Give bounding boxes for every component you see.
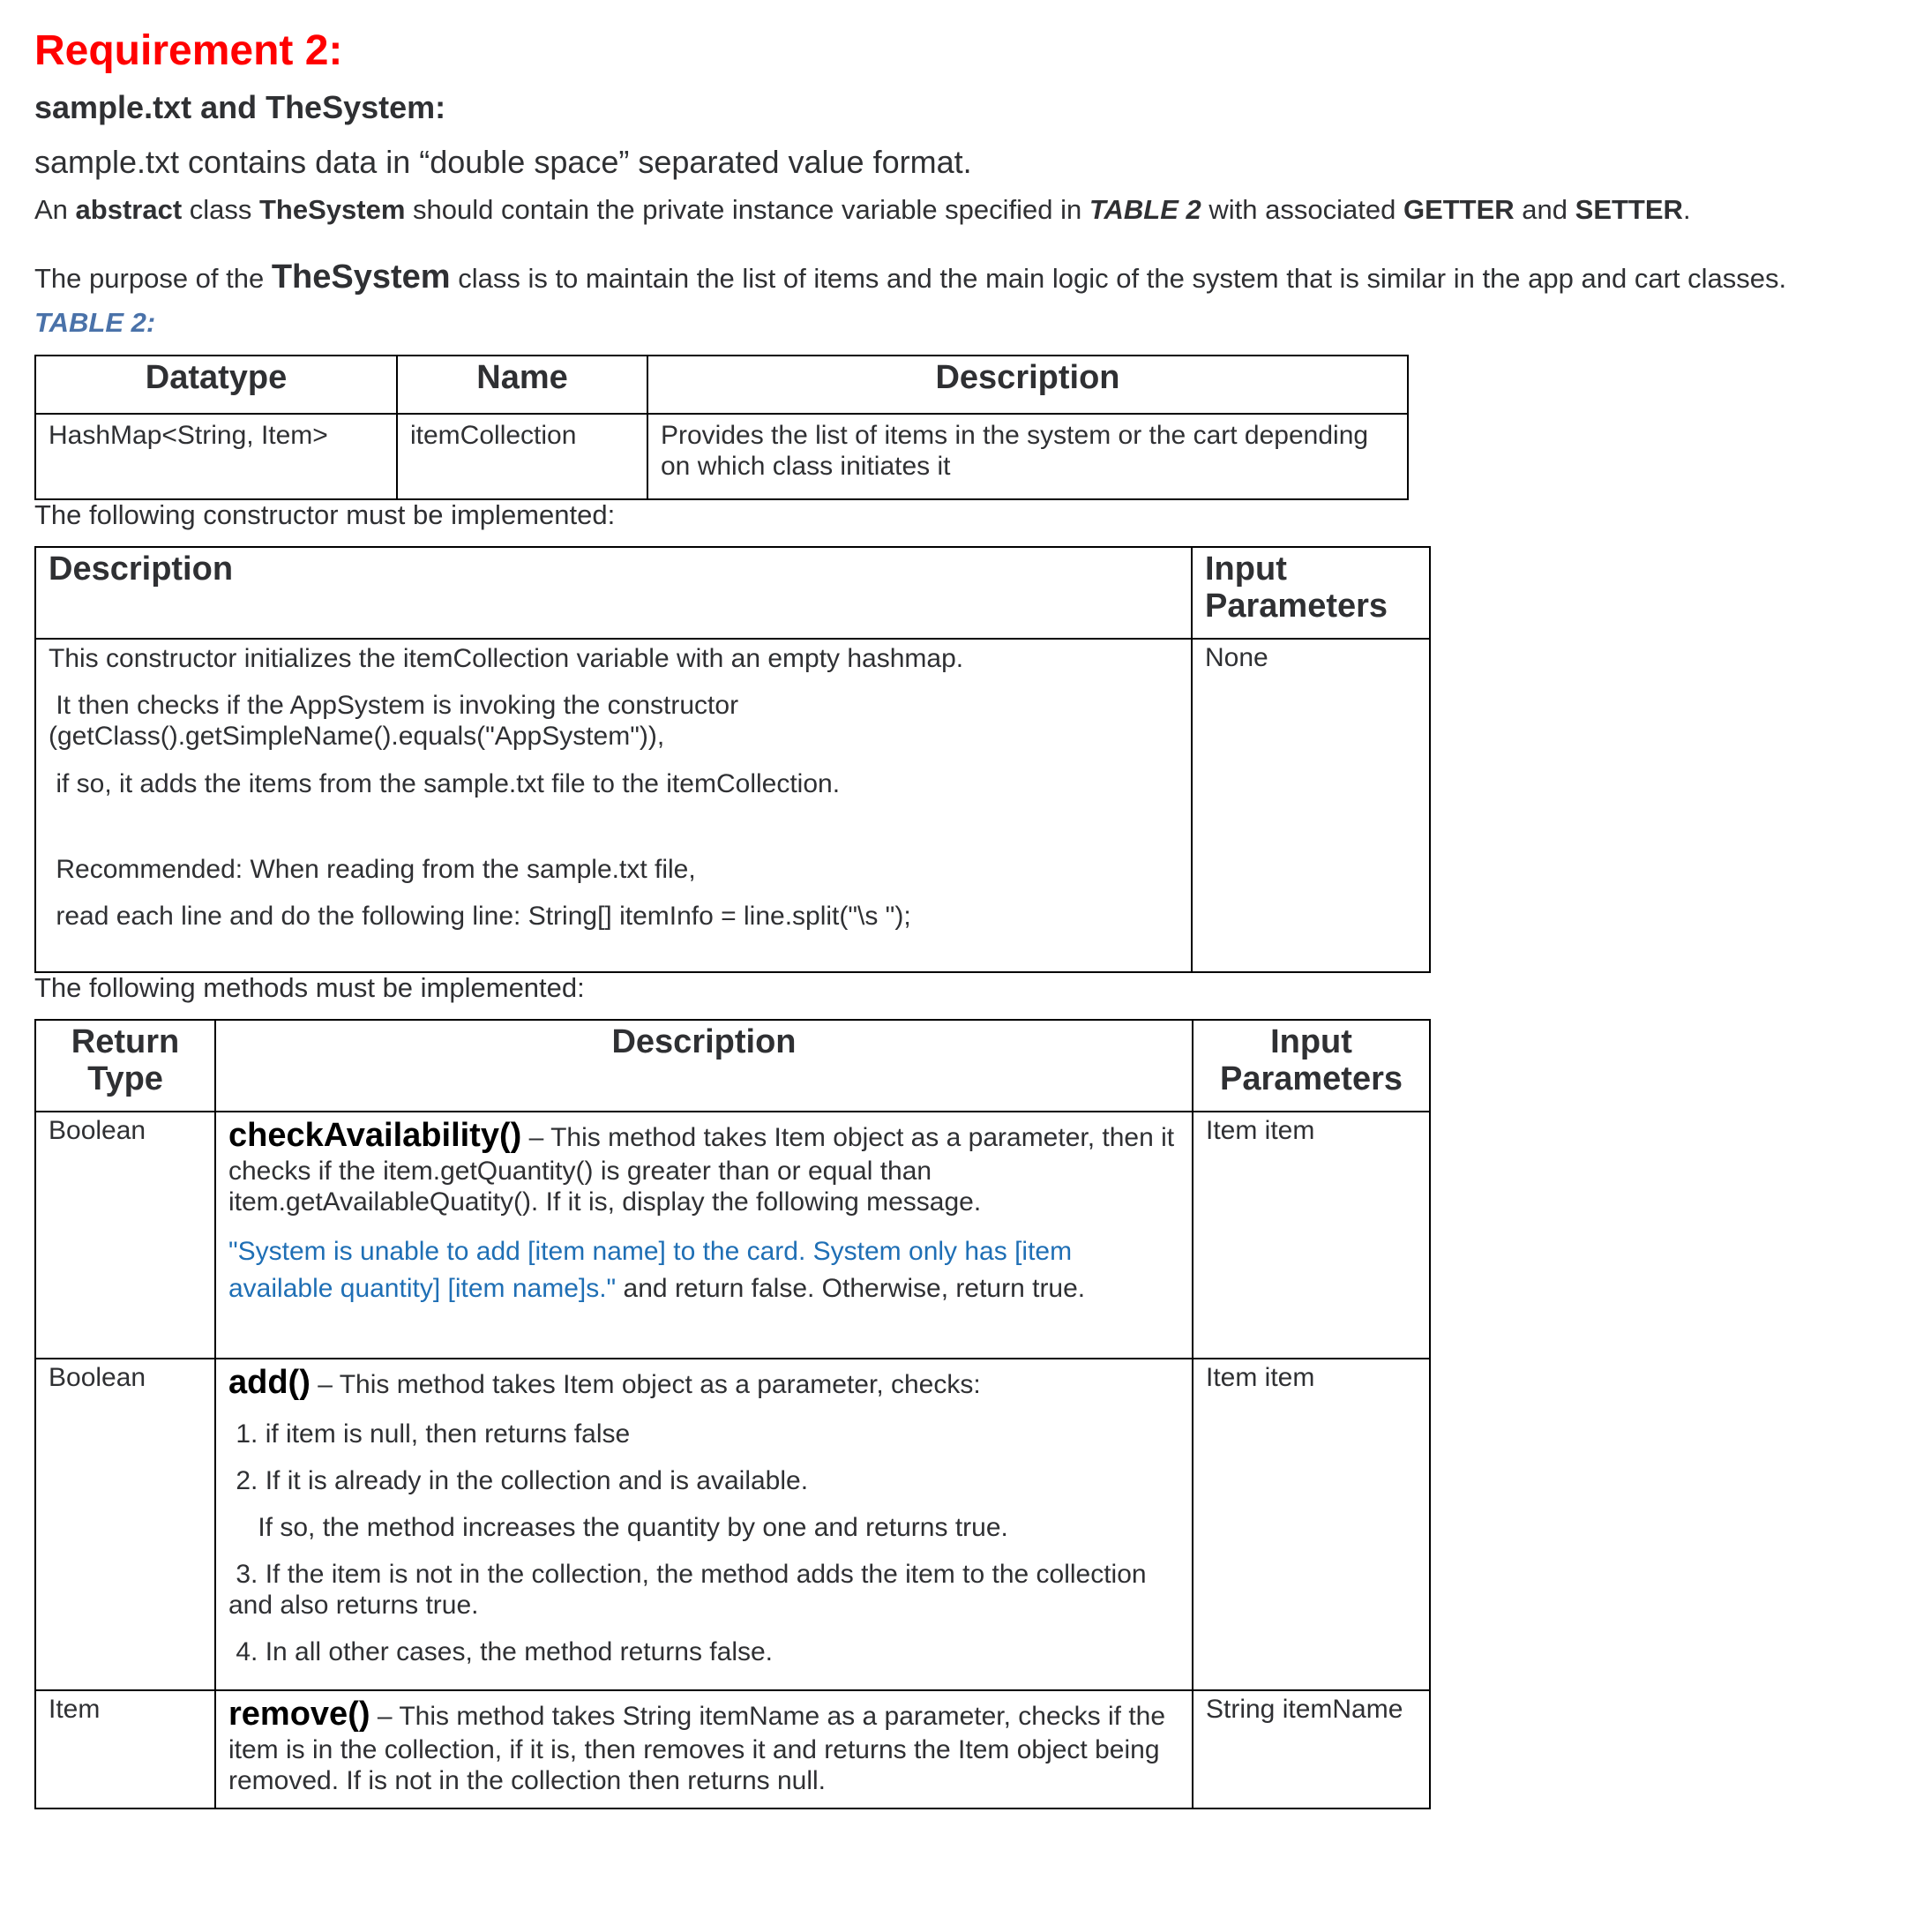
section-subheading: sample.txt and TheSystem: bbox=[34, 89, 446, 125]
constructor-caption: The following constructor must be implemented: bbox=[34, 499, 616, 531]
column-header-description: Description bbox=[215, 1020, 1193, 1112]
table-2-label: TABLE 2: bbox=[34, 307, 156, 339]
method-summary: add() – This method takes Item object as a parameter, checks: bbox=[228, 1364, 981, 1402]
table-row bbox=[35, 414, 1408, 499]
cell-method-description bbox=[215, 1359, 1193, 1690]
blank-line bbox=[49, 815, 1178, 854]
method-name: remove() bbox=[228, 1696, 370, 1734]
cell-input-parameters: Item item bbox=[1193, 1112, 1430, 1359]
cell-method-description bbox=[215, 1690, 1193, 1808]
method-message: "System is unable to add [item name] to the card. System only has [item available quantity] [item name]s." and return false. Otherwise, return true. bbox=[228, 1236, 1086, 1303]
methods-caption: The following methods must be implemented: bbox=[34, 972, 585, 1004]
method-step: If so, the method increases the quantity by one and returns true. bbox=[228, 1512, 1008, 1542]
table-row bbox=[35, 639, 1430, 972]
cell-datatype: HashMap<String, Item> bbox=[35, 414, 397, 499]
column-header-input-parameters: Input Parameters bbox=[1193, 1020, 1430, 1112]
column-header-return-type: Return Type bbox=[35, 1020, 215, 1112]
methods-table bbox=[34, 1019, 1431, 1809]
column-header-input-parameters: Input Parameters bbox=[1192, 547, 1430, 639]
table-header-row bbox=[35, 356, 1408, 414]
error-message: "System is unable to add [item name] to the card. System only has [item available quantity] [item name]s." bbox=[228, 1236, 1073, 1303]
column-header-description: Description bbox=[647, 356, 1408, 414]
method-name: checkAvailability() bbox=[228, 1117, 522, 1155]
cell-input-parameters: String itemName bbox=[1193, 1690, 1430, 1808]
method-step: 2. If it is already in the collection and is available. bbox=[228, 1465, 809, 1495]
column-header-datatype: Datatype bbox=[35, 356, 397, 414]
cell-name: itemCollection bbox=[397, 414, 647, 499]
table-2 bbox=[34, 355, 1409, 500]
constructor-line: It then checks if the AppSystem is invoking the constructor (getClass().getSimpleName().equals("AppSystem")), bbox=[49, 691, 746, 752]
method-step: 1. if item is null, then returns false bbox=[228, 1419, 631, 1449]
method-step: 3. If the item is not in the collection, the method adds the item to the collection and also returns true. bbox=[228, 1560, 1154, 1621]
constructor-table bbox=[34, 546, 1431, 973]
cell-method-description bbox=[215, 1112, 1193, 1359]
method-step: 4. In all other cases, the method returns false. bbox=[228, 1637, 774, 1667]
constructor-line: Recommended: When reading from the sample.txt file, bbox=[49, 854, 696, 884]
document bbox=[34, 26, 1887, 1809]
cell-return-type: Boolean bbox=[35, 1359, 215, 1690]
constructor-line: This constructor initializes the itemCollection variable with an empty hashmap. bbox=[49, 644, 964, 674]
method-summary: remove() – This method takes String itemName as a parameter, checks if the item is in the collection, if it is, then removes it and returns the Item object being removed. If is not in the collection then returns null. bbox=[228, 1696, 1166, 1795]
requirement-heading: Requirement 2: bbox=[34, 27, 343, 74]
table-row bbox=[35, 1359, 1430, 1690]
cell-return-type: Boolean bbox=[35, 1112, 215, 1359]
intro-line: sample.txt contains data in “double space” separated value format. bbox=[34, 144, 972, 180]
cell-input-parameters: Item item bbox=[1193, 1359, 1430, 1690]
cell-return-type: Item bbox=[35, 1690, 215, 1808]
constructor-line: if so, it adds the items from the sample.txt file to the itemCollection. bbox=[49, 768, 841, 798]
constructor-params-cell: None bbox=[1192, 639, 1430, 972]
cell-description: Provides the list of items in the system or the cart depending on which class initiates it bbox=[647, 414, 1408, 499]
constructor-description-cell bbox=[35, 639, 1192, 972]
table-header-row bbox=[35, 547, 1430, 639]
table-row bbox=[35, 1690, 1430, 1808]
column-header-name: Name bbox=[397, 356, 647, 414]
column-header-description: Description bbox=[35, 547, 1192, 639]
table-header-row bbox=[35, 1020, 1430, 1112]
table-row bbox=[35, 1112, 1430, 1359]
method-summary: checkAvailability() – This method takes Item object as a parameter, then it checks if the item.getQuantity() is greater than or equal than item.getAvailableQuatity(). If it is, display the following message. bbox=[228, 1117, 1175, 1217]
abstract-paragraph: An abstract class TheSystem should contain the private instance variable specified in TABLE 2 with associated GETTER and SETTER. bbox=[34, 194, 1691, 225]
method-name: add() bbox=[228, 1364, 311, 1402]
purpose-paragraph: The purpose of the TheSystem class is to maintain the list of items and the main logic of the system that is similar in the app and cart classes. bbox=[34, 258, 1787, 296]
constructor-line: read each line and do the following line: String[] itemInfo = line.split("\s "); bbox=[49, 901, 911, 931]
